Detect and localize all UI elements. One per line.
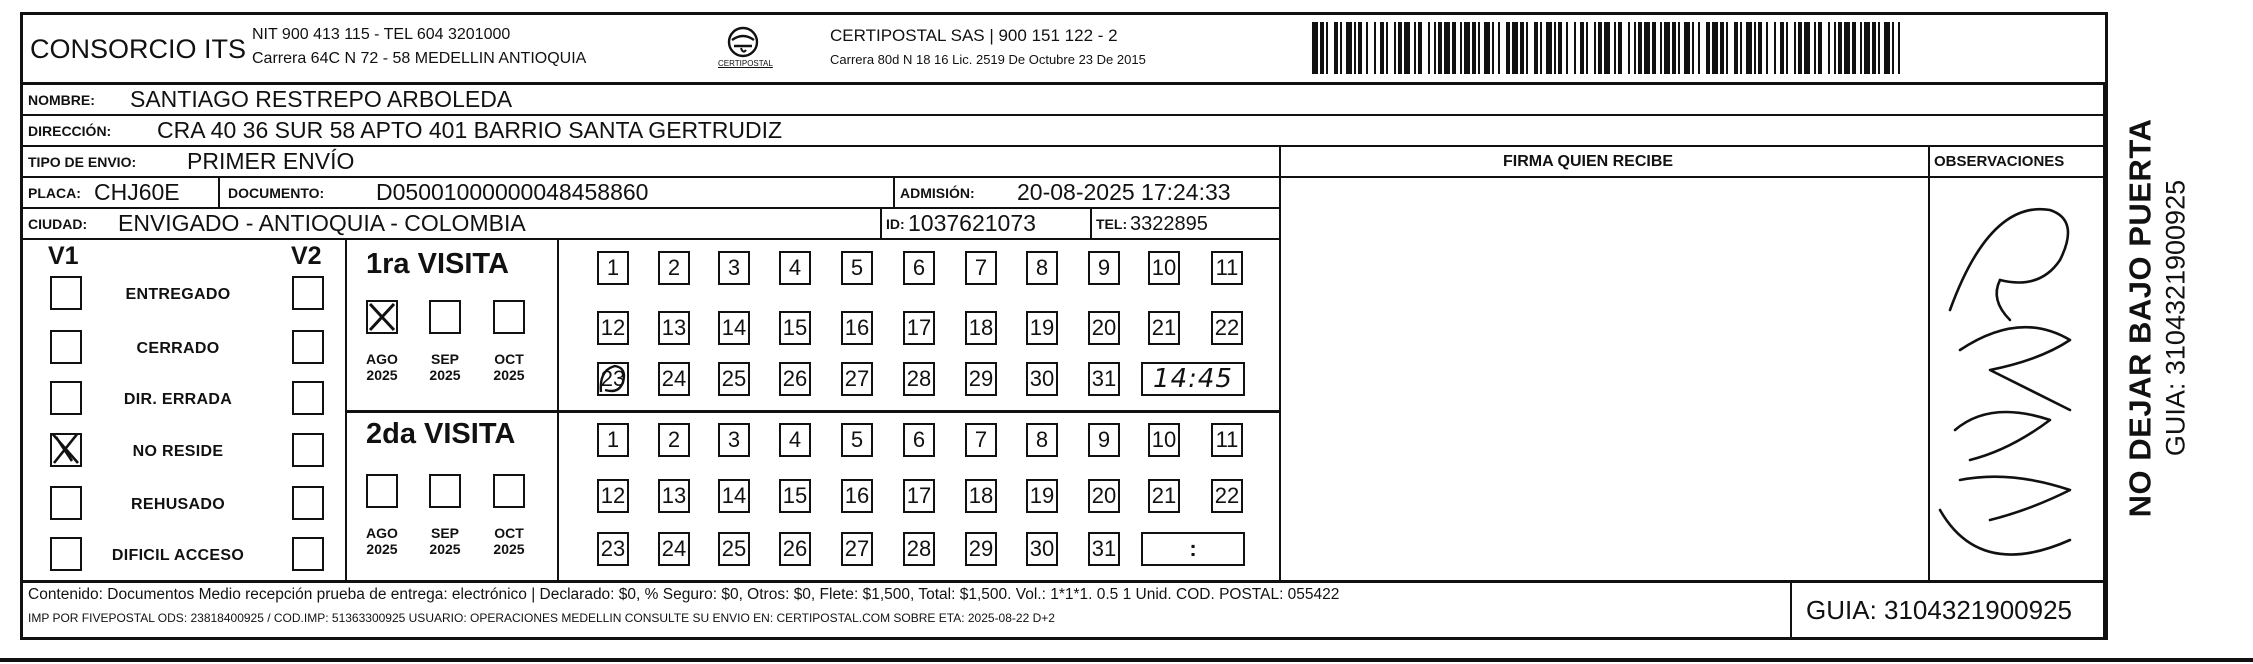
barcode-bar [1428,22,1430,74]
barcode-bar [1872,22,1876,74]
tel-value: 3322895 [1130,213,1208,235]
ciudad-value: ENVIGADO - ANTIOQUIA - COLOMBIA [118,210,526,236]
certipostal-logo [708,24,778,70]
barcode-bar [1734,22,1738,74]
day-box[interactable]: 25 [718,532,750,566]
barcode-bar [1652,22,1656,74]
barcode-bar [1774,22,1776,74]
barcode-bar [1740,22,1742,74]
direccion-value: CRA 40 36 SUR 58 APTO 401 BARRIO SANTA GERTRUDIZ [157,117,783,143]
day-box[interactable]: 30 [1026,362,1058,396]
barcode-bar [1834,22,1836,74]
v2-checkbox[interactable] [292,433,324,467]
barcode-bar [1604,22,1610,74]
barcode-bar [1478,22,1480,74]
barcode-bar [1586,22,1588,74]
day-box[interactable]: 26 [779,532,811,566]
header-rule [20,82,2108,85]
row-rule-2 [20,145,2108,147]
barcode-bar [1614,22,1616,74]
day-box[interactable]: 9 [1088,251,1120,285]
row-rule-5 [20,238,1280,240]
footer-guia-divider [1790,581,1792,637]
time-value: : [1189,536,1197,561]
v2-checkbox[interactable] [292,330,324,364]
barcode-bar [1380,22,1384,74]
barcode-bar [1460,22,1462,74]
year-label: 2025 [366,541,398,557]
day-box[interactable]: 4 [779,423,811,457]
company-nit: NIT 900 413 115 - TEL 604 3201000 [252,26,511,43]
second-visit-title: 2da VISITA [366,418,516,450]
day-box[interactable]: 19 [1026,479,1058,513]
v1-checkbox[interactable] [50,433,82,467]
barcode-bar [1828,22,1830,74]
barcode-bar [1794,22,1796,74]
barcode-bar [1838,22,1842,74]
day-box[interactable]: 2 [658,423,690,457]
status-label: ENTREGADO [125,286,231,303]
signature [1930,180,2102,580]
mark-circle-icon [597,362,629,396]
year-label: 2025 [429,541,461,557]
check-mark-icon [52,435,80,465]
ciudad-label: CIUDAD: [28,216,88,232]
admision-divider [893,177,895,207]
carrier-license: Carrera 80d N 18 16 Lic. 2519 De Octubre 23 De 2015 [830,52,1146,67]
day-box[interactable]: 29 [965,532,997,566]
status-label: DIR. ERRADA [123,391,233,408]
day-box[interactable]: 21 [1148,479,1180,513]
day-box[interactable]: 1 [597,251,629,285]
day-box[interactable]: 7 [965,423,997,457]
day-box[interactable]: 19 [1026,311,1058,345]
visit-split-rule [345,410,1280,413]
documento-label: DOCUMENTO: [228,185,325,201]
barcode-bar [1864,22,1870,74]
placa-value: CHJ60E [94,179,180,205]
barcode-bar [1520,22,1524,74]
barcode-bar [1884,22,1890,74]
barcode-bar [1334,22,1338,74]
barcode-bar [1312,22,1318,74]
tipo-label: TIPO DE ENVIO: [28,154,137,170]
barcode-bar [1414,22,1416,74]
nombre-label: NOMBRE: [28,92,95,108]
barcode-bar [1678,22,1680,74]
time-box[interactable] [1141,362,1245,396]
barcode-bar [1374,22,1376,74]
footer-imp: IMP POR FIVEPOSTAL ODS: 23818400925 / COD.IMP: 51363300925 USUARIO: OPERACIONES MEDELLIN CONSULTE SU ENVIO EN: CERTIPOSTAL.COM SOBRE ETA: 2025-08-22 D+2 [28,611,1055,625]
carrier-name: CERTIPOSTAL SAS | 900 151 122 - 2 [830,26,1118,45]
v1-checkbox[interactable] [50,381,82,415]
day-box[interactable]: 21 [1148,311,1180,345]
day-box[interactable]: 10 [1148,423,1180,457]
month-label: OCT [494,525,524,541]
day-box[interactable] [597,362,629,396]
status-label: DIFICIL ACCESO [111,547,245,564]
time-value: 14:45 [1153,364,1233,394]
month-checkbox[interactable] [429,474,461,508]
v1-label: V1 [48,242,79,270]
barcode-bar [1320,22,1324,74]
footer-guia: GUIA: 3104321900925 [1806,595,2072,625]
day-box[interactable]: 12 [597,479,629,513]
barcode-bar [1366,22,1368,74]
barcode-bar [1418,22,1422,74]
v1-checkbox[interactable] [50,330,82,364]
v2-checkbox[interactable] [292,486,324,520]
barcode-bar [1898,22,1900,74]
placa-divider [218,177,220,207]
day-box[interactable]: 28 [903,362,935,396]
status-label: REHUSADO [131,496,225,513]
side-left-rule [2103,82,2106,640]
admision-label: ADMISIÓN: [900,185,975,201]
v1-checkbox[interactable] [50,276,82,310]
day-box[interactable]: 22 [1211,479,1243,513]
day-box[interactable]: 6 [903,423,935,457]
barcode-bar [1492,22,1494,74]
barcode-bar [1386,22,1388,74]
barcode-bar [1464,22,1470,74]
check-mark-icon [368,302,396,332]
day-box[interactable]: 22 [1211,311,1243,345]
barcode-bar [1692,22,1694,74]
month-label: AGO [366,351,398,367]
firma-header: FIRMA QUIEN RECIBE [1503,153,1674,170]
day-box[interactable]: 11 [1211,251,1243,285]
company-name: CONSORCIO ITS [30,34,247,64]
day-box[interactable]: 9 [1088,423,1120,457]
day-box[interactable]: 18 [965,479,997,513]
barcode-bar [1892,22,1894,74]
documento-value: D05001000000048458860 [376,179,649,205]
v1-checkbox[interactable] [50,537,82,571]
barcode-bar [1746,22,1752,74]
barcode-bar [1404,22,1410,74]
day-box[interactable]: 20 [1088,479,1120,513]
barcode-bar [1798,22,1802,74]
barcode-bar [1780,22,1784,74]
barcode-bar [1340,22,1342,74]
barcode-bar [1726,22,1728,74]
day-box[interactable]: 23 [597,532,629,566]
day-box[interactable]: 13 [658,479,690,513]
barcode-bar [1664,22,1670,74]
barcode-bar [1438,22,1442,74]
barcode-bar [1852,22,1856,74]
barcode-bar [1706,22,1710,74]
barcode-bar [1512,22,1518,74]
admision-value: 20-08-2025 17:24:33 [1017,179,1231,205]
month-checkbox[interactable] [493,474,525,508]
barcode-bar [1546,22,1552,74]
id-divider [880,208,882,238]
barcode-bar [1638,22,1642,74]
day-box[interactable]: 5 [841,251,873,285]
day-box[interactable]: 2 [658,251,690,285]
v2-checkbox[interactable] [292,537,324,571]
day-box[interactable]: 6 [903,251,935,285]
year-label: 2025 [493,367,525,383]
day-box[interactable]: 20 [1088,311,1120,345]
day-box[interactable]: 12 [597,311,629,345]
status-label: NO RESIDE [132,443,224,460]
day-box[interactable]: 14 [718,479,750,513]
barcode-bar [1698,22,1700,74]
barcode-bar [1506,22,1510,74]
month-checkbox[interactable] [493,300,525,334]
barcode [1312,12,1908,74]
tipo-value: PRIMER ENVÍO [187,148,355,174]
row-rule-1 [20,114,2108,116]
v1-checkbox[interactable] [50,486,82,520]
time-box[interactable] [1141,532,1245,566]
barcode-bar [1326,22,1328,74]
barcode-bar [1754,22,1756,74]
barcode-bar [1398,22,1402,74]
barcode-bar [1684,22,1690,74]
id-label: ID: [886,216,905,232]
year-label: 2025 [429,367,461,383]
day-box[interactable]: 28 [903,532,935,566]
day-number: 23 [600,366,626,391]
day-box[interactable]: 16 [841,311,873,345]
barcode-bar [1444,22,1450,74]
barcode-bar [1566,22,1568,74]
barcode-bar [1558,22,1562,74]
footer-rule [20,580,2108,583]
day-box[interactable]: 17 [903,311,935,345]
v2-label: V2 [291,242,322,270]
barcode-bar [1634,22,1636,74]
day-box[interactable]: 27 [841,362,873,396]
day-box[interactable]: 29 [965,362,997,396]
day-box[interactable]: 14 [718,311,750,345]
day-box[interactable]: 31 [1088,532,1120,566]
month-label: SEP [430,351,460,367]
row-rule-3 [20,176,1280,178]
barcode-bar [1644,22,1650,74]
barcode-bar [1574,22,1576,74]
day-box[interactable]: 30 [1026,532,1058,566]
day-box[interactable]: 10 [1148,251,1180,285]
barcode-bar [1554,22,1556,74]
logo-text: CERTIPOSTAL [718,59,773,68]
barcode-bar [1484,22,1490,74]
month-checkbox[interactable] [366,300,398,334]
company-address: Carrera 64C N 72 - 58 MEDELLIN ANTIOQUIA [252,50,587,67]
status-label: CERRADO [136,340,220,357]
day-box[interactable]: 1 [597,423,629,457]
month-checkbox[interactable] [429,300,461,334]
day-box[interactable]: 17 [903,479,935,513]
day-box[interactable]: 26 [779,362,811,396]
year-label: 2025 [366,367,398,383]
v2-checkbox[interactable] [292,276,324,310]
barcode-bar [1526,22,1528,74]
barcode-bar [1540,22,1542,74]
barcode-bar [1598,22,1602,74]
day-box[interactable]: 11 [1211,423,1243,457]
barcode-bar [1758,22,1762,74]
id-value: 1037621073 [908,210,1036,236]
observaciones-header: OBSERVACIONES [1934,153,2065,170]
barcode-bar [1672,22,1676,74]
placa-label: PLACA: [28,185,81,201]
month-checkbox[interactable] [366,474,398,508]
tel-divider [1090,208,1092,238]
barcode-bar [1594,22,1596,74]
day-box[interactable]: 24 [658,532,690,566]
page-bottom-rule [0,658,2253,662]
barcode-bar [1660,22,1662,74]
day-box[interactable]: 13 [658,311,690,345]
barcode-bar [1878,22,1880,74]
year-label: 2025 [493,541,525,557]
barcode-bar [1814,22,1816,74]
barcode-bar [1618,22,1622,74]
barcode-bar [1434,22,1436,74]
barcode-bar [1844,22,1850,74]
direccion-label: DIRECCIÓN: [28,123,112,139]
barcode-bar [1580,22,1584,74]
v2-checkbox[interactable] [292,381,324,415]
firma-left-rule [1279,146,1281,580]
nombre-value: SANTIAGO RESTREPO ARBOLEDA [130,86,513,112]
day-box[interactable]: 27 [841,532,873,566]
barcode-bar [1498,22,1500,74]
barcode-bar [1766,22,1768,74]
day-box[interactable]: 18 [965,311,997,345]
barcode-bar [1804,22,1810,74]
firma-header-rule [1279,176,2104,178]
day-box[interactable]: 25 [718,362,750,396]
day-box[interactable]: 7 [965,251,997,285]
barcode-bar [1354,22,1356,74]
day-box[interactable]: 16 [841,479,873,513]
month-label: OCT [494,351,524,367]
barcode-bar [1452,22,1456,74]
no-dejar-bajo-puerta: NO DEJAR BAJO PUERTA [2122,118,2158,518]
tel-label: TEL: [1096,216,1128,232]
barcode-bar [1534,22,1538,74]
month-label: AGO [366,525,398,541]
barcode-bar [1860,22,1862,74]
day-box[interactable]: 3 [718,423,750,457]
barcode-bar [1720,22,1724,74]
day-box[interactable]: 15 [779,479,811,513]
day-box[interactable]: 15 [779,311,811,345]
barcode-bar [1786,22,1788,74]
barcode-bar [1628,22,1630,74]
day-box[interactable]: 3 [718,251,750,285]
barcode-bar [1818,22,1822,74]
day-box[interactable]: 31 [1088,362,1120,396]
day-box[interactable]: 8 [1026,251,1058,285]
day-box[interactable]: 8 [1026,423,1058,457]
first-visit-title: 1ra VISITA [366,248,509,280]
barcode-bar [1358,22,1362,74]
month-label: SEP [430,525,460,541]
day-box[interactable]: 4 [779,251,811,285]
day-box[interactable]: 5 [841,423,873,457]
barcode-bar [1346,22,1352,74]
day-box[interactable]: 24 [658,362,690,396]
side-guia: GUIA: 3104321900925 [2160,179,2191,457]
footer-contenido: Contenido: Documentos Medio recepción prueba de entrega: electrónico | Declarado: $0, % Seguro: $0, Otros: $0, Flete: $1,500, Total: $1,500. Vol.: 1*1*1. 0.5 1 Unid. COD. POSTAL: 055422 [28,586,1340,603]
barcode-bar [1394,22,1396,74]
barcode-bar [1472,22,1476,74]
barcode-bar [1712,22,1718,74]
